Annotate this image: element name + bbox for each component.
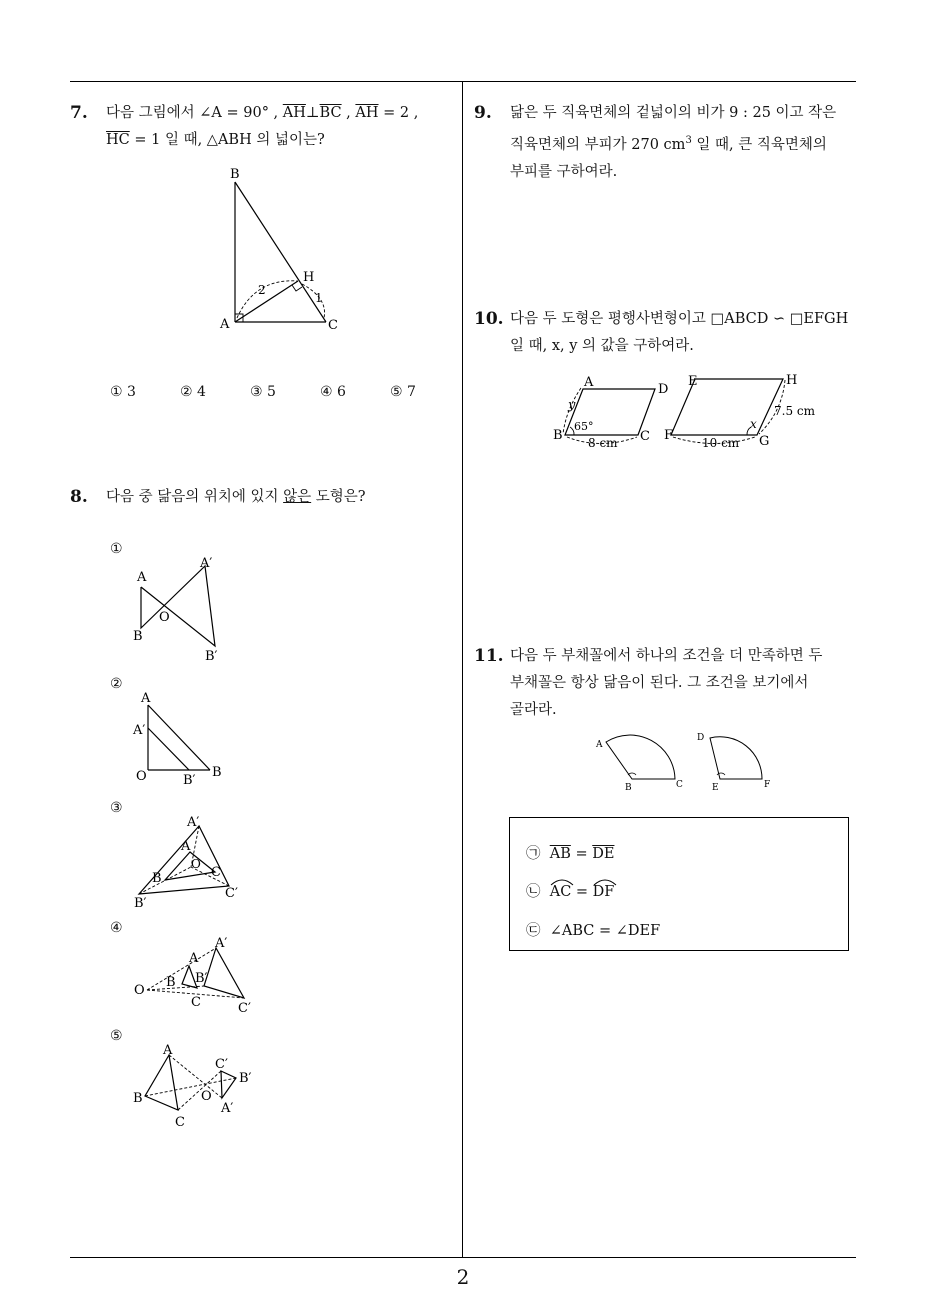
svg-text:7.5 cm: 7.5 cm xyxy=(774,404,815,418)
q8-option-3-number[interactable]: ③ xyxy=(110,800,123,816)
svg-text:A: A xyxy=(181,839,191,854)
svg-text:10 cm: 10 cm xyxy=(702,436,740,450)
question-number: 11. xyxy=(474,646,504,666)
svg-text:C: C xyxy=(191,995,201,1010)
svg-text:C′: C′ xyxy=(225,886,238,901)
label-h: H xyxy=(303,270,315,285)
label-len-hc: 1 xyxy=(315,291,323,305)
q8-figure-5 xyxy=(125,1038,265,1133)
question-8 xyxy=(70,484,450,511)
q8-figure-4 xyxy=(125,932,265,1022)
svg-text:B: B xyxy=(625,783,632,793)
svg-text:A′: A′ xyxy=(187,815,200,830)
svg-text:B: B xyxy=(133,1091,143,1106)
svg-text:A′: A′ xyxy=(200,556,213,571)
question-text: 다음 두 부채꼴에서 하나의 조건을 더 만족하면 두 부채꼴은 항상 닮음이 된다. 그 조건을 보기에서 골라라. xyxy=(510,648,823,718)
choice-2[interactable]: ② 4 xyxy=(180,384,206,400)
label-len-ah: 2 xyxy=(258,283,266,297)
svg-text:D: D xyxy=(658,382,669,397)
svg-text:y: y xyxy=(568,398,576,413)
svg-text:O: O xyxy=(134,983,145,998)
q8-option-2-number[interactable]: ② xyxy=(110,676,123,692)
svg-text:B′: B′ xyxy=(134,896,147,911)
svg-text:B′: B′ xyxy=(183,773,196,788)
svg-text:E: E xyxy=(688,374,698,389)
label-c: C xyxy=(328,318,338,333)
svg-text:8 cm: 8 cm xyxy=(588,436,618,450)
svg-text:C′: C′ xyxy=(238,1001,251,1016)
arc-mark-icon xyxy=(593,877,617,886)
svg-text:A′: A′ xyxy=(133,723,146,738)
svg-text:O: O xyxy=(191,857,201,871)
choice-3[interactable]: ③ 5 xyxy=(250,384,276,400)
svg-text:O: O xyxy=(159,610,170,625)
q8-figure-2 xyxy=(125,688,235,793)
question-number: 7. xyxy=(70,103,88,123)
svg-text:B′: B′ xyxy=(195,971,208,986)
question-7 xyxy=(70,100,450,154)
q7-triangle-figure xyxy=(210,160,350,340)
arc-mark-icon xyxy=(550,877,574,886)
choice-1[interactable]: ① 3 xyxy=(110,384,136,400)
q10-parallelogram-figure xyxy=(550,370,830,455)
svg-text:A′: A′ xyxy=(215,936,228,951)
choice-5[interactable]: ⑤ 7 xyxy=(390,384,416,400)
svg-text:B: B xyxy=(133,629,143,644)
svg-text:G: G xyxy=(759,434,770,449)
question-10 xyxy=(474,306,864,360)
svg-text:A: A xyxy=(141,691,151,706)
svg-text:B′: B′ xyxy=(239,1071,252,1086)
svg-text:A: A xyxy=(584,375,594,390)
box-item-3[interactable]: ㉢ ∠ABC = ∠DEF xyxy=(526,923,661,939)
page-number: 2 xyxy=(456,1265,470,1289)
svg-text:B: B xyxy=(553,428,563,443)
svg-text:A: A xyxy=(137,570,147,585)
svg-text:F: F xyxy=(664,428,674,443)
svg-text:B: B xyxy=(152,871,162,886)
svg-text:B′: B′ xyxy=(205,649,218,664)
question-number: 9. xyxy=(474,103,492,123)
svg-text:F: F xyxy=(764,780,771,790)
svg-text:O: O xyxy=(201,1089,212,1104)
svg-text:C: C xyxy=(640,429,650,444)
svg-text:H: H xyxy=(786,373,798,388)
svg-text:A: A xyxy=(163,1043,173,1058)
svg-text:B: B xyxy=(212,765,222,780)
svg-text:C: C xyxy=(175,1115,185,1130)
q8-option-5-number[interactable]: ⑤ xyxy=(110,1028,123,1044)
box-item-1[interactable]: ㉠ $\overline{AB} = \overline{DE}$ xyxy=(526,846,615,862)
label-a: A xyxy=(220,317,230,332)
question-number: 10. xyxy=(474,309,504,329)
question-text: 닮은 두 직육면체의 겉넓이의 비가 9 : 25 이고 작은 직육면체의 부피가 270 $cm^3$ 일 때, 큰 직육면체의 부피를 구하여라. xyxy=(510,105,837,180)
box-item-2[interactable]: ㉡ AC = DF xyxy=(526,880,614,901)
q11-sector-figure xyxy=(590,728,780,796)
q8-figure-1 xyxy=(125,550,235,665)
question-11 xyxy=(474,643,864,724)
svg-text:C: C xyxy=(676,780,683,790)
choice-4[interactable]: ④ 6 xyxy=(320,384,346,400)
question-9 xyxy=(474,100,854,186)
question-text: 다음 두 도형은 평행사변형이고 □ABCD ∽ □EFGH 일 때, x, y 의 값을 구하여라. xyxy=(510,311,849,354)
q8-option-1-number[interactable]: ① xyxy=(110,541,123,557)
svg-text:O: O xyxy=(136,769,147,784)
top-rule xyxy=(70,81,856,82)
svg-text:A: A xyxy=(189,951,199,966)
question-text: 다음 중 닮음의 위치에 있지 않은 도형은? xyxy=(106,489,366,505)
svg-text:B: B xyxy=(166,975,176,990)
svg-text:65°: 65° xyxy=(574,420,594,433)
svg-text:C′: C′ xyxy=(215,1057,228,1072)
label-b: B xyxy=(230,167,240,182)
question-text: 다음 그림에서 ∠A = 90° , $\overline{AH}\perp\overline{BC}$ , $\overline{AH} = 2$ , $\overline{HC} = 1$ 일 때, △ABH 의 넓이는? xyxy=(106,105,419,148)
svg-text:x: x xyxy=(750,417,757,431)
q8-option-4-number[interactable]: ④ xyxy=(110,920,123,936)
bottom-rule xyxy=(70,1257,856,1258)
column-divider xyxy=(462,82,463,1257)
svg-text:E: E xyxy=(712,783,719,793)
q8-figure-3 xyxy=(125,812,255,912)
svg-text:A′: A′ xyxy=(221,1101,234,1116)
svg-text:D: D xyxy=(697,733,705,743)
svg-text:A: A xyxy=(596,740,603,750)
q11-choice-box xyxy=(509,817,849,951)
svg-text:C: C xyxy=(211,865,221,880)
question-number: 8. xyxy=(70,487,88,507)
